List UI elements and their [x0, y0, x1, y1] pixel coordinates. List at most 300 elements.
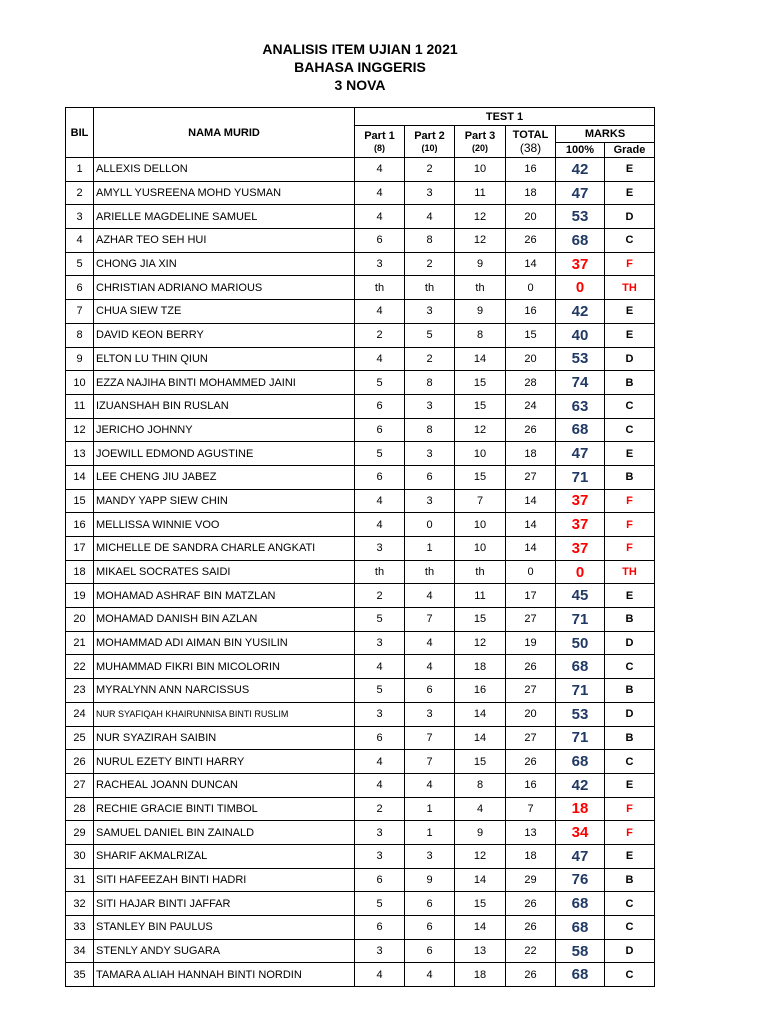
total-score: 20 — [506, 205, 556, 229]
part3-score: 15 — [455, 750, 506, 774]
percent-mark: 34 — [556, 821, 605, 845]
percent-mark: 71 — [556, 726, 605, 750]
total-score: 27 — [506, 608, 556, 632]
part2-score: 7 — [405, 750, 455, 774]
grade: TH — [605, 560, 655, 584]
part2-score: 4 — [405, 205, 455, 229]
grade: E — [605, 323, 655, 347]
part3-score: 18 — [455, 655, 506, 679]
total-score: 26 — [506, 916, 556, 940]
bil-cell: 2 — [66, 181, 94, 205]
student-name: NURUL EZETY BINTI HARRY — [94, 750, 355, 774]
part1-score: 5 — [355, 608, 405, 632]
total-label: TOTAL — [512, 128, 549, 141]
grade: E — [605, 300, 655, 324]
percent-mark: 68 — [556, 418, 605, 442]
student-name: IZUANSHAH BIN RUSLAN — [94, 394, 355, 418]
table-row — [66, 181, 655, 205]
part1-score: 4 — [355, 347, 405, 371]
part1-score: 4 — [355, 300, 405, 324]
part1-max: (8) — [374, 142, 385, 153]
grade: E — [605, 181, 655, 205]
report-title: ANALISIS ITEM UJIAN 1 2021 — [262, 41, 458, 57]
table-row — [66, 465, 655, 489]
part1-label: Part 1 — [364, 129, 395, 142]
part1-score: 4 — [355, 773, 405, 797]
part3-score: th — [455, 276, 506, 300]
col-name-header: NAMA MURID — [94, 108, 355, 158]
total-score: 27 — [506, 679, 556, 703]
percent-mark: 53 — [556, 347, 605, 371]
grade: C — [605, 229, 655, 253]
student-name: STENLY ANDY SUGARA — [94, 939, 355, 963]
bil-cell: 25 — [66, 726, 94, 750]
bil-cell: 9 — [66, 347, 94, 371]
table-row — [66, 679, 655, 703]
total-score: 26 — [506, 750, 556, 774]
part1-score: 6 — [355, 726, 405, 750]
grade: F — [605, 513, 655, 537]
part3-score: 15 — [455, 892, 506, 916]
total-score: 16 — [506, 300, 556, 324]
part2-score: 4 — [405, 963, 455, 987]
student-name: STANLEY BIN PAULUS — [94, 916, 355, 940]
part3-score: 10 — [455, 537, 506, 561]
table-row — [66, 394, 655, 418]
table-row — [66, 418, 655, 442]
part1-score: 2 — [355, 323, 405, 347]
part2-score: 3 — [405, 181, 455, 205]
percent-mark: 37 — [556, 513, 605, 537]
grade: E — [605, 773, 655, 797]
bil-cell: 30 — [66, 844, 94, 868]
grade: B — [605, 679, 655, 703]
student-name: MICHELLE DE SANDRA CHARLE ANGKATI — [94, 537, 355, 561]
bil-cell: 23 — [66, 679, 94, 703]
percent-mark: 47 — [556, 442, 605, 466]
total-score: 26 — [506, 418, 556, 442]
grade: C — [605, 750, 655, 774]
table-row — [66, 347, 655, 371]
total-max: (38) — [519, 140, 542, 155]
total-score: 29 — [506, 868, 556, 892]
part2-score: 4 — [405, 773, 455, 797]
percent-mark: 0 — [556, 276, 605, 300]
part3-score: 11 — [455, 584, 506, 608]
part3-score: 18 — [455, 963, 506, 987]
part3-score: 14 — [455, 726, 506, 750]
part3-score: 12 — [455, 631, 506, 655]
total-score: 14 — [506, 489, 556, 513]
part3-score: 15 — [455, 608, 506, 632]
grade: C — [605, 655, 655, 679]
grade: F — [605, 821, 655, 845]
student-name: JOEWILL EDMOND AGUSTINE — [94, 442, 355, 466]
part3-score: 14 — [455, 347, 506, 371]
report-subject: BAHASA INGGERIS — [294, 59, 426, 75]
bil-cell: 20 — [66, 608, 94, 632]
percent-mark: 58 — [556, 939, 605, 963]
part1-score: 4 — [355, 963, 405, 987]
part3-score: 12 — [455, 229, 506, 253]
total-score: 14 — [506, 252, 556, 276]
grade: D — [605, 205, 655, 229]
part2-score: 3 — [405, 489, 455, 513]
part3-score: 12 — [455, 844, 506, 868]
table-row — [66, 631, 655, 655]
grade: B — [605, 868, 655, 892]
total-score: 18 — [506, 442, 556, 466]
student-name: CHUA SIEW TZE — [94, 300, 355, 324]
bil-cell: 17 — [66, 537, 94, 561]
part2-score: 6 — [405, 679, 455, 703]
part1-score: 4 — [355, 181, 405, 205]
total-score: 20 — [506, 702, 556, 726]
bil-cell: 16 — [66, 513, 94, 537]
bil-cell: 14 — [66, 465, 94, 489]
student-name: ELTON LU THIN QIUN — [94, 347, 355, 371]
bil-cell: 5 — [66, 252, 94, 276]
total-score: 17 — [506, 584, 556, 608]
part2-score: 9 — [405, 868, 455, 892]
student-name: AZHAR TEO SEH HUI — [94, 229, 355, 253]
grade: D — [605, 939, 655, 963]
percent-mark: 68 — [556, 916, 605, 940]
bil-cell: 29 — [66, 821, 94, 845]
part1-score: 4 — [355, 513, 405, 537]
total-score: 26 — [506, 963, 556, 987]
bil-cell: 4 — [66, 229, 94, 253]
part1-score: 4 — [355, 655, 405, 679]
table-row — [66, 276, 655, 300]
grade: F — [605, 489, 655, 513]
percent-mark: 71 — [556, 608, 605, 632]
student-name: MIKAEL SOCRATES SAIDI — [94, 560, 355, 584]
student-name: AMYLL YUSREENA MOHD YUSMAN — [94, 181, 355, 205]
total-score: 19 — [506, 631, 556, 655]
part2-score: 1 — [405, 537, 455, 561]
part3-score: 9 — [455, 300, 506, 324]
student-name: MUHAMMAD FIKRI BIN MICOLORIN — [94, 655, 355, 679]
percent-mark: 74 — [556, 371, 605, 395]
part3-score: 12 — [455, 418, 506, 442]
table-row — [66, 371, 655, 395]
part2-score: 0 — [405, 513, 455, 537]
table-row — [66, 300, 655, 324]
percent-mark: 53 — [556, 205, 605, 229]
percent-mark: 71 — [556, 465, 605, 489]
table-row — [66, 513, 655, 537]
grade: D — [605, 702, 655, 726]
grade: B — [605, 726, 655, 750]
part1-score: 3 — [355, 844, 405, 868]
total-score: 27 — [506, 726, 556, 750]
bil-cell: 10 — [66, 371, 94, 395]
table-row — [66, 773, 655, 797]
part3-score: 15 — [455, 371, 506, 395]
part3-score: 8 — [455, 323, 506, 347]
table-row — [66, 158, 655, 182]
col-bil-header: BIL — [66, 108, 94, 158]
student-name: CHRISTIAN ADRIANO MARIOUS — [94, 276, 355, 300]
percent-mark: 47 — [556, 844, 605, 868]
grade: D — [605, 347, 655, 371]
table-row — [66, 844, 655, 868]
part2-score: 4 — [405, 584, 455, 608]
table-row — [66, 252, 655, 276]
table-row — [66, 205, 655, 229]
percent-mark: 40 — [556, 323, 605, 347]
part2-score: 2 — [405, 158, 455, 182]
grade: F — [605, 797, 655, 821]
part3-score: 15 — [455, 465, 506, 489]
part1-score: 4 — [355, 750, 405, 774]
grade: B — [605, 608, 655, 632]
student-name: MOHAMMAD ADI AIMAN BIN YUSILIN — [94, 631, 355, 655]
part1-score: 3 — [355, 252, 405, 276]
part2-score: 1 — [405, 821, 455, 845]
part1-score: 3 — [355, 702, 405, 726]
bil-cell: 34 — [66, 939, 94, 963]
part1-score: 5 — [355, 442, 405, 466]
student-name: SAMUEL DANIEL BIN ZAINALD — [94, 821, 355, 845]
part3-score: 12 — [455, 205, 506, 229]
col-total-header — [506, 126, 556, 158]
total-score: 16 — [506, 158, 556, 182]
part2-score: 3 — [405, 844, 455, 868]
bil-cell: 27 — [66, 773, 94, 797]
table-row — [66, 608, 655, 632]
student-name: JERICHO JOHNNY — [94, 418, 355, 442]
part2-score: 2 — [405, 347, 455, 371]
percent-mark: 68 — [556, 892, 605, 916]
bil-cell: 21 — [66, 631, 94, 655]
percent-mark: 42 — [556, 300, 605, 324]
part2-score: 2 — [405, 252, 455, 276]
total-score: 16 — [506, 773, 556, 797]
col-pct-header: 100% — [556, 143, 605, 158]
results-body — [66, 158, 655, 987]
part2-score: 3 — [405, 702, 455, 726]
total-score: 14 — [506, 537, 556, 561]
table-row — [66, 442, 655, 466]
grade: C — [605, 892, 655, 916]
percent-mark: 68 — [556, 655, 605, 679]
total-score: 0 — [506, 276, 556, 300]
percent-mark: 42 — [556, 158, 605, 182]
part2-score: 8 — [405, 229, 455, 253]
part2-max: (10) — [421, 142, 438, 153]
percent-mark: 0 — [556, 560, 605, 584]
part2-score: 6 — [405, 465, 455, 489]
grade: F — [605, 537, 655, 561]
part1-score: 5 — [355, 892, 405, 916]
results-table — [65, 107, 655, 987]
grade: E — [605, 844, 655, 868]
percent-mark: 68 — [556, 963, 605, 987]
bil-cell: 18 — [66, 560, 94, 584]
student-name: ARIELLE MAGDELINE SAMUEL — [94, 205, 355, 229]
table-row — [66, 916, 655, 940]
grade: E — [605, 158, 655, 182]
part2-score: 4 — [405, 631, 455, 655]
part1-score: 2 — [355, 584, 405, 608]
total-score: 18 — [506, 844, 556, 868]
part1-score: 6 — [355, 229, 405, 253]
student-name: NUR SYAFIQAH KHAIRUNNISA BINTI RUSLIM — [94, 702, 355, 726]
part2-score: 8 — [405, 418, 455, 442]
student-name: MELLISSA WINNIE VOO — [94, 513, 355, 537]
bil-cell: 11 — [66, 394, 94, 418]
bil-cell: 1 — [66, 158, 94, 182]
total-score: 26 — [506, 892, 556, 916]
part2-score: 6 — [405, 916, 455, 940]
part2-score: 6 — [405, 939, 455, 963]
bil-cell: 33 — [66, 916, 94, 940]
part3-label: Part 3 — [464, 129, 496, 142]
student-name: TAMARA ALIAH HANNAH BINTI NORDIN — [94, 963, 355, 987]
student-name: SITI HAJAR BINTI JAFFAR — [94, 892, 355, 916]
table-row — [66, 229, 655, 253]
col-grade-header: Grade — [605, 143, 655, 158]
total-score: 26 — [506, 229, 556, 253]
bil-cell: 24 — [66, 702, 94, 726]
bil-cell: 28 — [66, 797, 94, 821]
percent-mark: 45 — [556, 584, 605, 608]
part1-score: 6 — [355, 465, 405, 489]
total-score: 22 — [506, 939, 556, 963]
bil-cell: 19 — [66, 584, 94, 608]
part2-score: 7 — [405, 726, 455, 750]
grade: B — [605, 465, 655, 489]
table-row — [66, 702, 655, 726]
part2-score: 3 — [405, 394, 455, 418]
part1-score: 3 — [355, 537, 405, 561]
student-name: ALLEXIS DELLON — [94, 158, 355, 182]
part3-score: 15 — [455, 394, 506, 418]
table-row — [66, 892, 655, 916]
part2-score: 6 — [405, 892, 455, 916]
grade: C — [605, 963, 655, 987]
student-name: DAVID KEON BERRY — [94, 323, 355, 347]
part1-score: 2 — [355, 797, 405, 821]
col-part3-header — [455, 126, 506, 158]
part1-score: 6 — [355, 868, 405, 892]
col-part2-header — [405, 126, 455, 158]
part3-max: (20) — [471, 142, 488, 153]
percent-mark: 47 — [556, 181, 605, 205]
part2-score: 3 — [405, 442, 455, 466]
grade: C — [605, 418, 655, 442]
bil-cell: 7 — [66, 300, 94, 324]
part3-score: 10 — [455, 442, 506, 466]
student-name: MOHAMAD DANISH BIN AZLAN — [94, 608, 355, 632]
student-name: NUR SYAZIRAH SAIBIN — [94, 726, 355, 750]
percent-mark: 37 — [556, 252, 605, 276]
table-row — [66, 821, 655, 845]
table-row — [66, 726, 655, 750]
total-score: 26 — [506, 655, 556, 679]
table-row — [66, 750, 655, 774]
part2-score: 5 — [405, 323, 455, 347]
report-class: 3 NOVA — [334, 77, 386, 93]
total-score: 24 — [506, 394, 556, 418]
part2-score: th — [405, 560, 455, 584]
student-name: CHONG JIA XIN — [94, 252, 355, 276]
part3-score: 10 — [455, 513, 506, 537]
part1-score: 6 — [355, 394, 405, 418]
part2-score: 4 — [405, 655, 455, 679]
grade: C — [605, 916, 655, 940]
part2-score: 8 — [405, 371, 455, 395]
grade: B — [605, 371, 655, 395]
total-score: 20 — [506, 347, 556, 371]
table-row — [66, 560, 655, 584]
part3-score: 13 — [455, 939, 506, 963]
grade: E — [605, 442, 655, 466]
report-title-block — [0, 40, 720, 94]
part1-score: th — [355, 276, 405, 300]
part3-score: 14 — [455, 868, 506, 892]
percent-mark: 63 — [556, 394, 605, 418]
bil-cell: 35 — [66, 963, 94, 987]
bil-cell: 31 — [66, 868, 94, 892]
percent-mark: 18 — [556, 797, 605, 821]
table-row — [66, 963, 655, 987]
total-score: 15 — [506, 323, 556, 347]
student-name: RECHIE GRACIE BINTI TIMBOL — [94, 797, 355, 821]
table-row — [66, 868, 655, 892]
total-score: 27 — [506, 465, 556, 489]
part3-score: 9 — [455, 252, 506, 276]
marks-header: MARKS — [556, 126, 655, 143]
student-name: LEE CHENG JIU JABEZ — [94, 465, 355, 489]
percent-mark: 37 — [556, 489, 605, 513]
part1-score: 4 — [355, 489, 405, 513]
part1-score: 3 — [355, 821, 405, 845]
part1-score: 5 — [355, 371, 405, 395]
total-score: 0 — [506, 560, 556, 584]
bil-cell: 32 — [66, 892, 94, 916]
part3-score: 9 — [455, 821, 506, 845]
table-row — [66, 655, 655, 679]
bil-cell: 22 — [66, 655, 94, 679]
table-row — [66, 537, 655, 561]
part3-score: 16 — [455, 679, 506, 703]
part2-score: 7 — [405, 608, 455, 632]
student-name: MYRALYNN ANN NARCISSUS — [94, 679, 355, 703]
part2-label: Part 2 — [414, 129, 445, 142]
total-score: 14 — [506, 513, 556, 537]
total-score: 28 — [506, 371, 556, 395]
part3-score: 10 — [455, 158, 506, 182]
bil-cell: 13 — [66, 442, 94, 466]
percent-mark: 42 — [556, 773, 605, 797]
part2-score: 1 — [405, 797, 455, 821]
part1-score: th — [355, 560, 405, 584]
total-score: 18 — [506, 181, 556, 205]
percent-mark: 53 — [556, 702, 605, 726]
grade: E — [605, 584, 655, 608]
total-score: 7 — [506, 797, 556, 821]
part1-score: 4 — [355, 158, 405, 182]
test-header: TEST 1 — [355, 108, 655, 126]
table-row — [66, 323, 655, 347]
bil-cell: 8 — [66, 323, 94, 347]
part1-score: 3 — [355, 631, 405, 655]
total-score: 13 — [506, 821, 556, 845]
grade: TH — [605, 276, 655, 300]
